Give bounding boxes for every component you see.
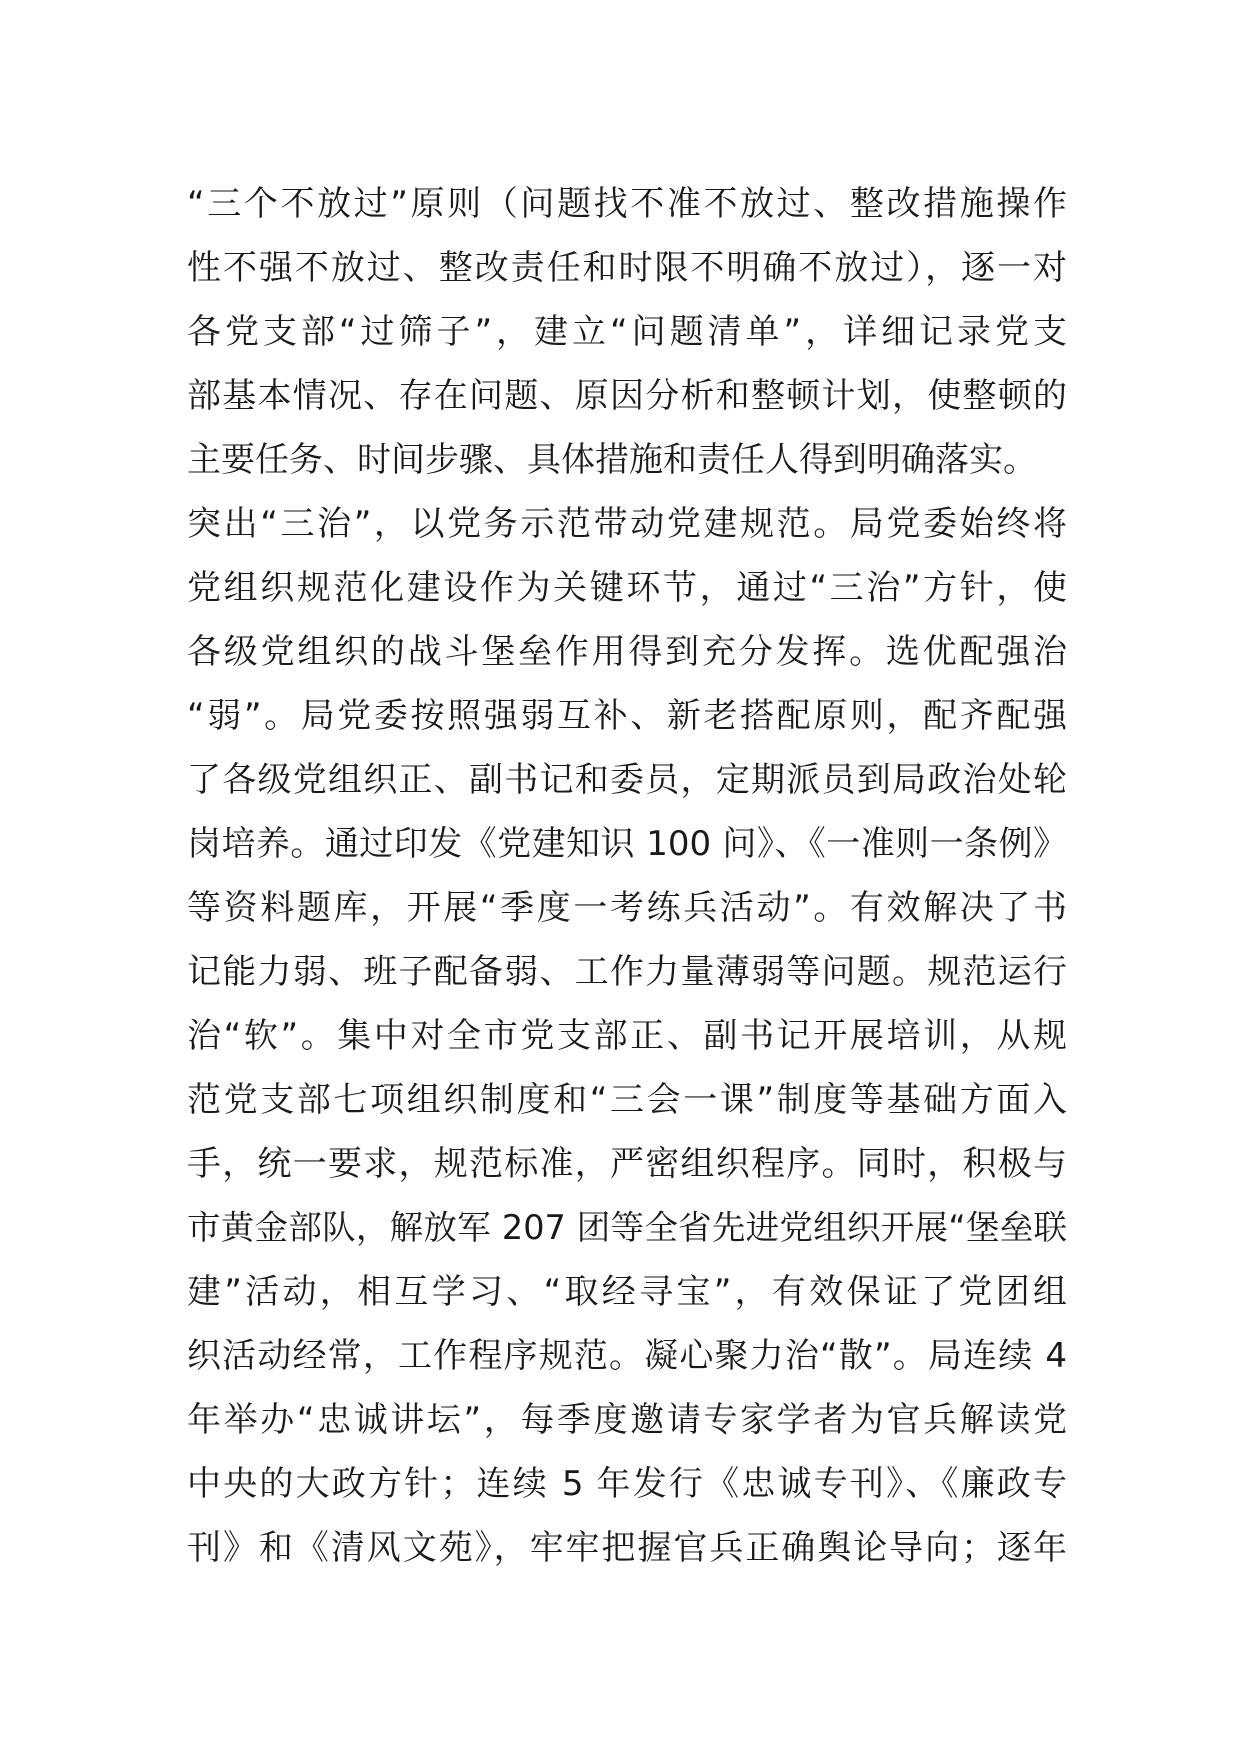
text-line-12: 等资料题库，开展“季度一考练兵活动”。有效解决了书 xyxy=(187,888,1067,928)
text-line-3: 各党支部“过筛子”，建立“问题清单”，详细记录党支 xyxy=(187,312,1067,352)
text-line-18: 建”活动，相互学习、“取经寻宝”，有效保证了党团组 xyxy=(187,1272,1067,1312)
text-line-17: 市黄金部队，解放军 207 团等全省先进党组织开展“堡垒联 xyxy=(187,1208,1067,1247)
text-line-22: 刊》和《清风文苑》，牢牢把握官兵正确舆论导向；逐年 xyxy=(187,1528,1067,1568)
text-line-15: 范党支部七项组织制度和“三会一课”制度等基础方面入 xyxy=(187,1080,1067,1120)
text-line-21: 中央的大政方针；连续 5 年发行《忠诚专刊》、《廉政专 xyxy=(187,1464,1067,1504)
text-line-1: “三个不放过”原则（问题找不准不放过、整改措施操作 xyxy=(187,184,1067,224)
text-line-19: 织活动经常，工作程序规范。凝心聚力治“散”。局连续 4 xyxy=(187,1336,1067,1376)
text-line-7: 党组织规范化建设作为关键环节，通过“三治”方针，使 xyxy=(187,568,1067,608)
body-text xyxy=(187,172,1067,1580)
text-line-11: 岗培养。通过印发《党建知识 100 问》、《一准则一条例》 xyxy=(187,824,1067,864)
text-line-14: 治“软”。集中对全市党支部正、副书记开展培训，从规 xyxy=(187,1016,1067,1056)
text-line-13: 记能力弱、班子配备弱、工作力量薄弱等问题。规范运行 xyxy=(187,952,1067,992)
text-line-6: 突出“三治”，以党务示范带动党建规范。局党委始终将 xyxy=(187,504,1067,544)
text-line-4: 部基本情况、存在问题、原因分析和整顿计划，使整顿的 xyxy=(187,376,1067,416)
text-line-20: 年举办“忠诚讲坛”，每季度邀请专家学者为官兵解读党 xyxy=(187,1400,1067,1440)
text-line-5: 主要任务、时间步骤、具体措施和责任人得到明确落实。 xyxy=(187,440,1037,480)
text-line-8: 各级党组织的战斗堡垒作用得到充分发挥。选优配强治 xyxy=(187,632,1067,672)
text-line-10: 了各级党组织正、副书记和委员，定期派员到局政治处轮 xyxy=(187,760,1067,800)
text-line-16: 手，统一要求，规范标准，严密组织程序。同时，积极与 xyxy=(187,1144,1067,1184)
text-line-2: 性不强不放过、整改责任和时限不明确不放过），逐一对 xyxy=(187,248,1067,288)
text-line-9: “弱”。局党委按照强弱互补、新老搭配原则，配齐配强 xyxy=(187,696,1067,736)
